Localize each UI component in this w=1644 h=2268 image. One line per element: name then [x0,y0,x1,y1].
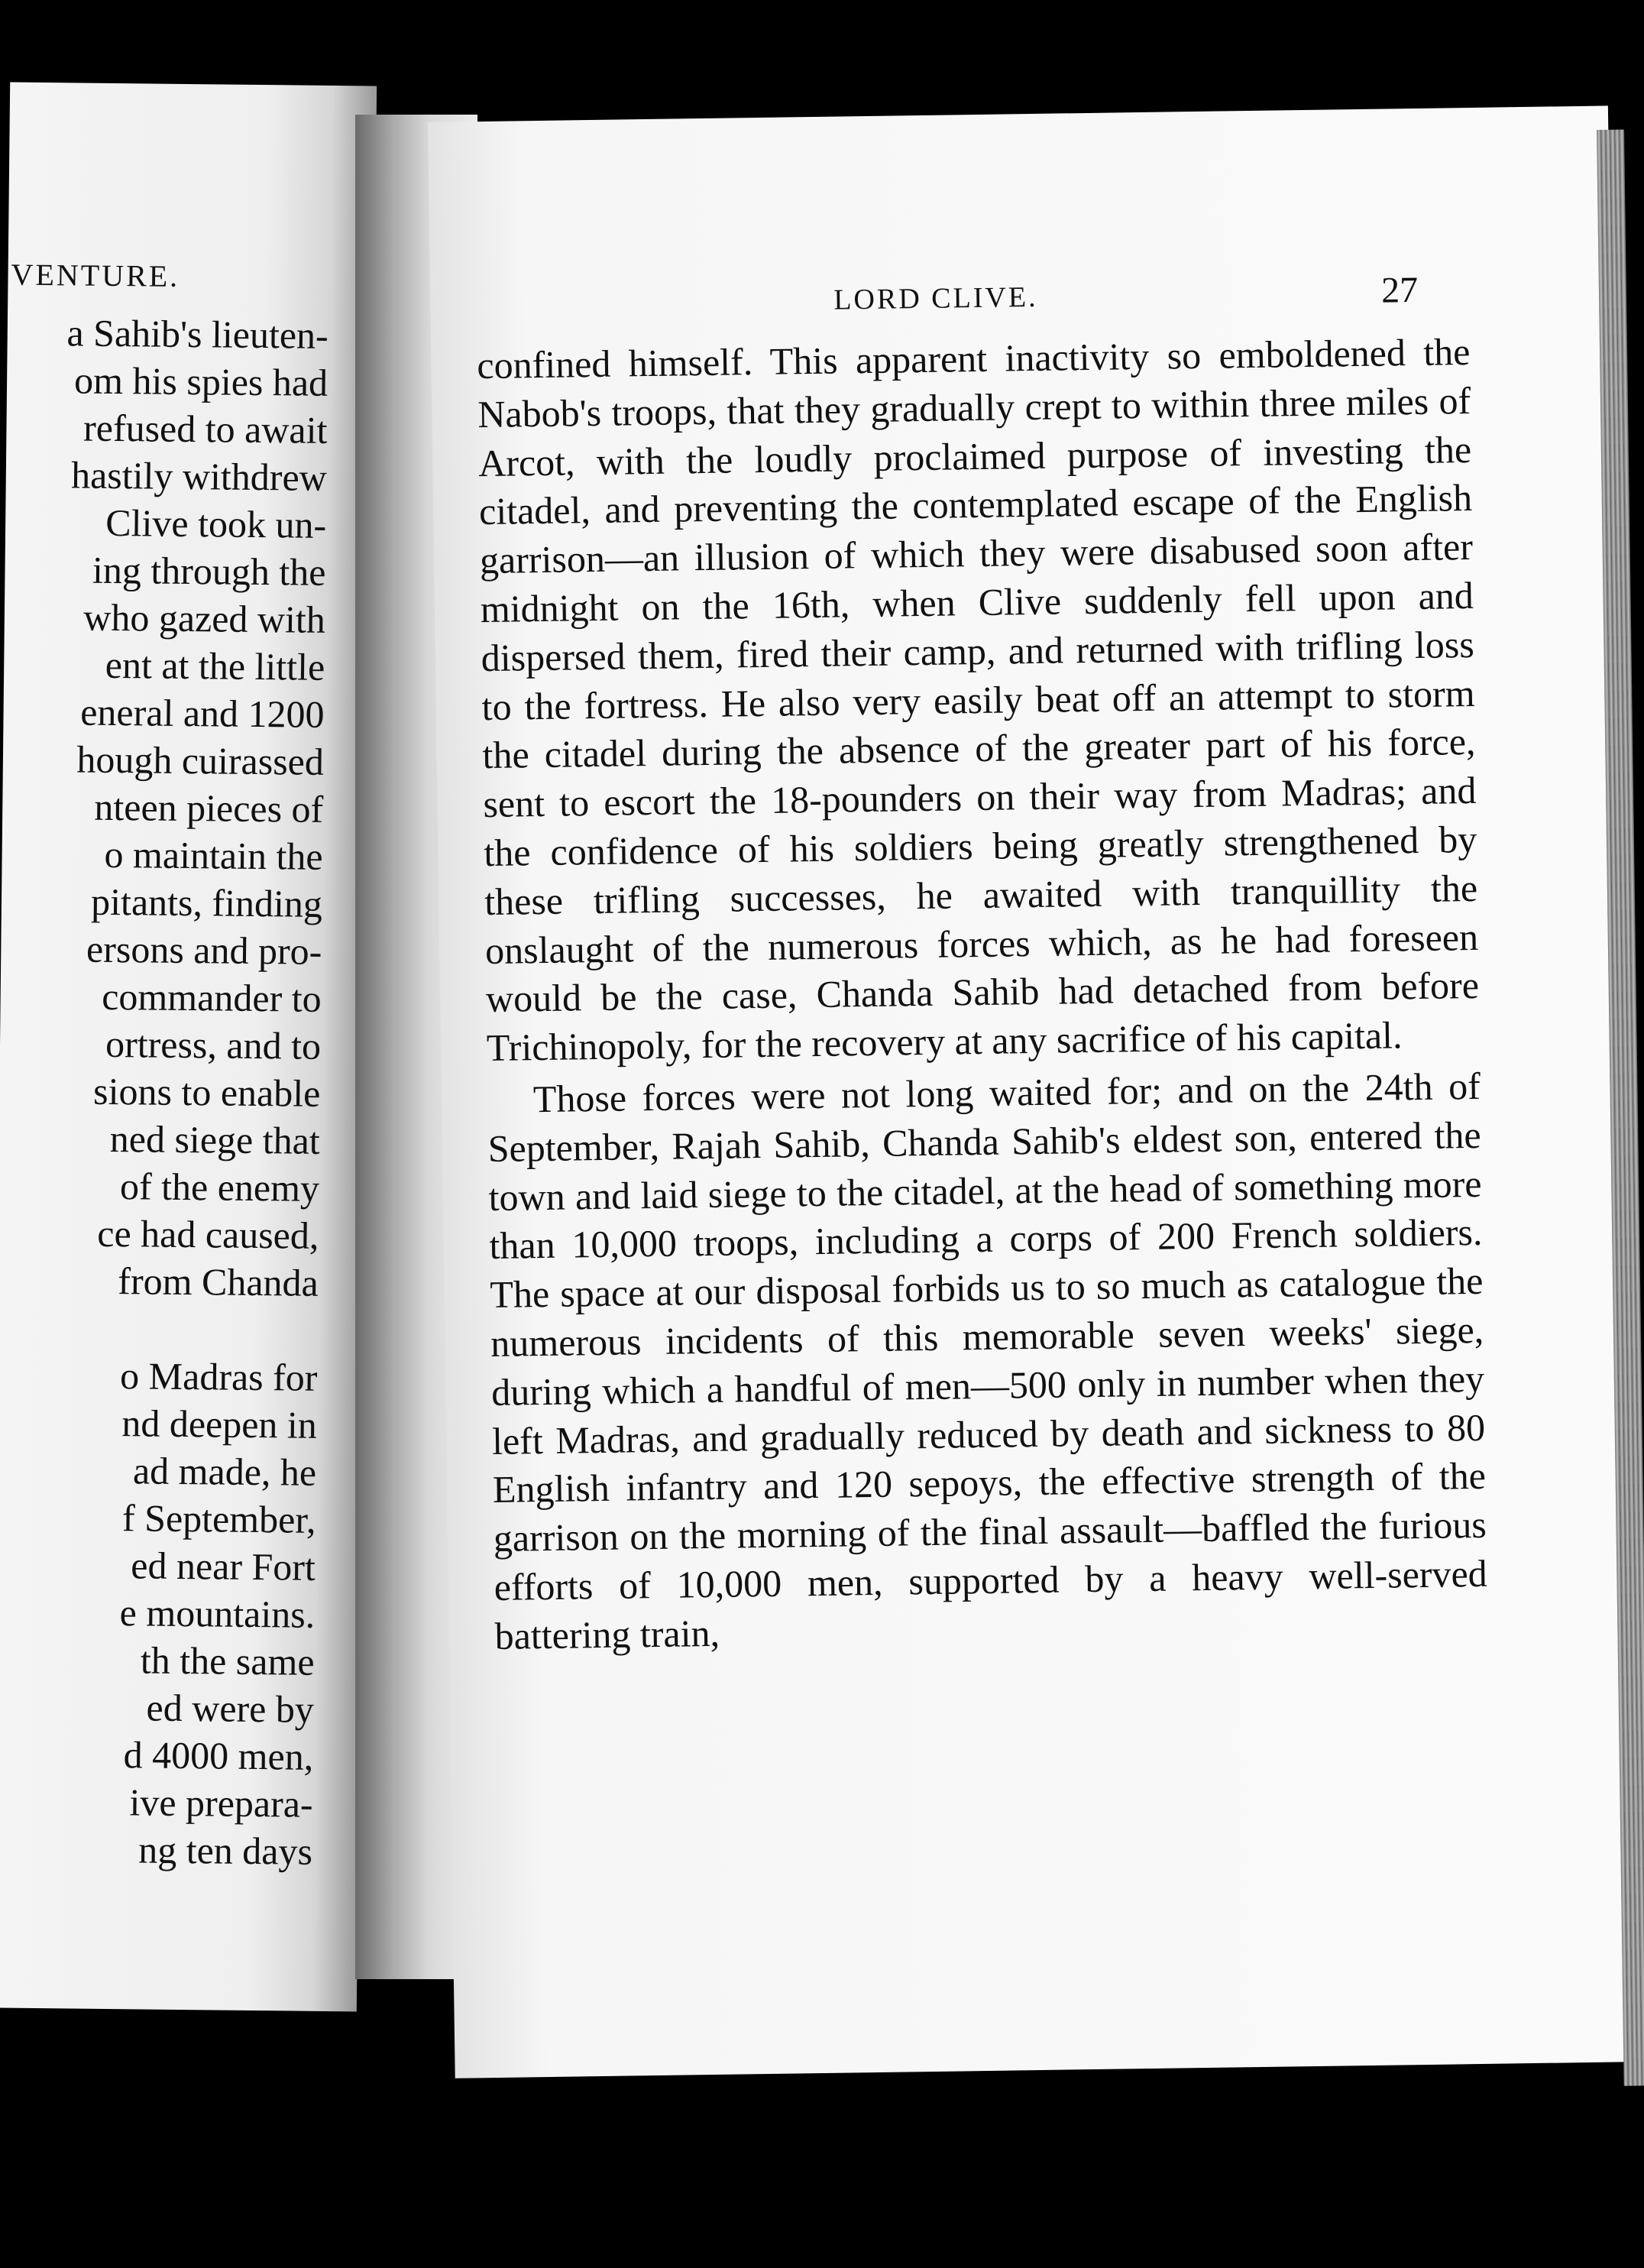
left-line: f September, [121,1496,316,1541]
left-line: o Madras for [119,1354,318,1399]
left-line: who gazed with [83,595,326,641]
left-line: a Sahib's lieuten- [66,311,329,357]
left-page [0,83,377,2012]
paragraph: Those forces were not long waited for; and on the 24th of September, Rajah Sahib, Chanda Sahib's eldest son, entered the town and laid siege to the citadel, at the head of something more than 10,000 troops, including a corps of 200 French soldiers. The space at our disposal forbids us to so much as catalogue the numerous incidents of this memorable seven weeks' siege, during which a handful of men—500 only in number when they left Madras, and gradually reduced by death and sickness to 80 English infantry and 120 sepoys, the effective strength of the garrison on the morning of the final assault—baffled the furious efforts of 10,000 men, supported by a heavy well-served battering train, [487,1064,1488,1657]
left-line: ive prepara- [129,1780,313,1826]
left-line: ad made, he [132,1449,317,1494]
left-line: th the same [140,1638,315,1683]
left-line: Clive took un- [105,501,327,546]
left-line: ersons and pro- [86,927,322,973]
left-line: refused to await [83,406,328,452]
left-line: ortress, and to [105,1022,322,1068]
running-head: LORD CLIVE. [833,280,1038,316]
body-text [477,328,1488,1661]
left-line: from Chanda [118,1259,319,1304]
left-line: d 4000 men, [123,1733,314,1778]
left-line: ing through the [92,548,326,594]
right-page [428,105,1636,2078]
left-line: om his spies had [73,358,328,404]
left-line: hastily withdrew [70,453,328,499]
left-line [0,1303,318,1353]
left-line: commander to [101,974,322,1020]
left-line: ce had caused, [97,1211,319,1257]
left-line: e mountains. [119,1591,316,1636]
left-running-head: VENTURE. [11,257,180,293]
left-line: pitants, finding [90,880,323,925]
left-line: ned siege that [109,1117,321,1162]
left-line: ng ten days [138,1828,313,1873]
left-line: nd deepen in [121,1401,318,1447]
left-line: nteen pieces of [94,785,324,831]
left-line: sions to enable [92,1069,321,1115]
left-line: of the enemy [119,1165,320,1210]
left-page-text [0,309,328,1875]
left-line: ed were by [146,1686,315,1731]
page-number: 27 [1380,269,1419,311]
left-line: o maintain the [104,832,323,878]
paragraph: confined himself. This apparent inactivity so emboldened the Nabob's troops, that they gradually crept to within three miles of Arcot, with the loudly proclaimed purpose of investing the citadel, and preventing the contemplated escape of the English garrison—an illusion of which they were disabused soon after midnight on the 16th, when Clive suddenly fell upon and dispersed them, fired their camp, and returned with trifling loss to the fortress. He also very easily beat off an attempt to storm the citadel during the absence of the greater part of his force, sent to escort the 18-pounders on their way from Madras; and the confidence of his soldiers being greatly strengthened by these trifling successes, he awaited with tranquillity the onslaught of the numerous forces which, as he had foreseen would be the case, Chanda Sahib had detached from before Trichinopoly, for the recovery at any sacrifice of his capital. [477,329,1480,1070]
left-line: ent at the little [105,643,325,688]
left-line: hough cuirassed [76,737,325,783]
left-line: eneral and 1200 [79,690,325,736]
left-line: ed near Fort [131,1544,316,1589]
